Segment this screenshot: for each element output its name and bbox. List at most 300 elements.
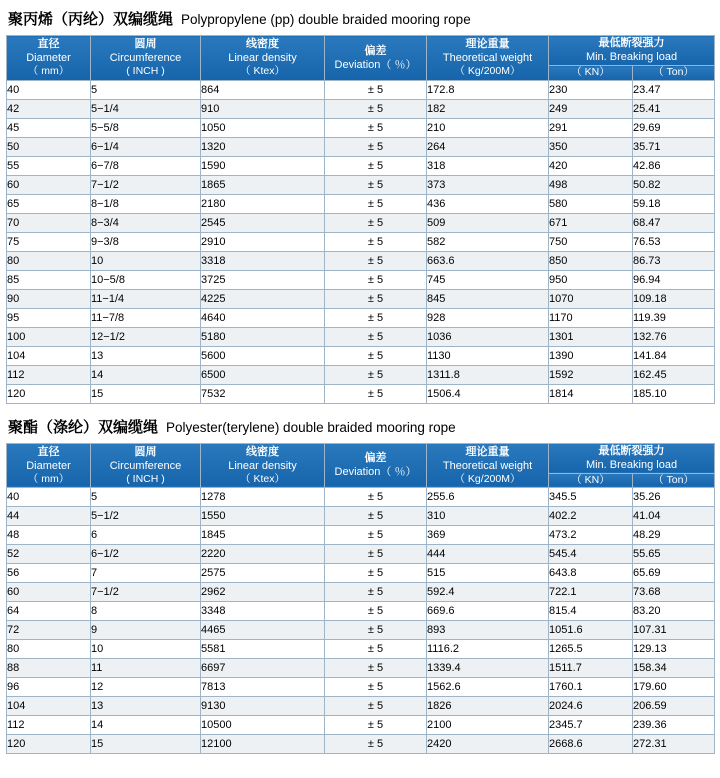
cell-circumference: 9 [91, 621, 201, 640]
header-diameter-unit: （ mm） [27, 472, 70, 485]
cell-diameter: 40 [7, 80, 91, 99]
table-row [7, 488, 715, 507]
spec-table-polyester [6, 443, 715, 755]
cell-diameter: 50 [7, 137, 91, 156]
cell-breaking-ton: 76.53 [633, 232, 715, 251]
table-row [7, 156, 715, 175]
header-weight-en: Theoretical weight [442, 459, 533, 472]
cell-deviation: ± 5 [325, 602, 427, 621]
header-breaking-en: Min. Breaking load [585, 458, 678, 471]
cell-circumference: 10−5/8 [91, 270, 201, 289]
cell-diameter: 45 [7, 118, 91, 137]
cell-theoretical-weight: 210 [427, 118, 549, 137]
cell-breaking-kn: 671 [549, 213, 633, 232]
table-body-polypropylene [7, 80, 715, 403]
section-title [6, 414, 714, 443]
cell-linear-density: 1278 [201, 488, 325, 507]
cell-breaking-kn: 1265.5 [549, 640, 633, 659]
table-header [7, 36, 715, 81]
cell-deviation: ± 5 [325, 251, 427, 270]
table-row [7, 99, 715, 118]
cell-breaking-kn: 1390 [549, 346, 633, 365]
cell-diameter: 52 [7, 545, 91, 564]
header-diameter-unit: （ mm） [27, 65, 70, 78]
cell-breaking-ton: 68.47 [633, 213, 715, 232]
table-row [7, 735, 715, 754]
cell-breaking-ton: 141.84 [633, 346, 715, 365]
cell-theoretical-weight: 318 [427, 156, 549, 175]
table-row [7, 194, 715, 213]
cell-circumference: 11−1/4 [91, 289, 201, 308]
cell-diameter: 60 [7, 583, 91, 602]
cell-breaking-kn: 291 [549, 118, 633, 137]
cell-diameter: 65 [7, 194, 91, 213]
cell-theoretical-weight: 928 [427, 308, 549, 327]
cell-deviation: ± 5 [325, 99, 427, 118]
cell-circumference: 5−5/8 [91, 118, 201, 137]
cell-diameter: 104 [7, 346, 91, 365]
cell-breaking-kn: 850 [549, 251, 633, 270]
cell-deviation: ± 5 [325, 270, 427, 289]
cell-diameter: 112 [7, 365, 91, 384]
cell-breaking-ton: 162.45 [633, 365, 715, 384]
cell-theoretical-weight: 310 [427, 507, 549, 526]
cell-theoretical-weight: 1311.8 [427, 365, 549, 384]
cell-circumference: 15 [91, 384, 201, 403]
cell-theoretical-weight: 172.8 [427, 80, 549, 99]
cell-linear-density: 7813 [201, 678, 325, 697]
table-row [7, 564, 715, 583]
cell-breaking-ton: 41.04 [633, 507, 715, 526]
cell-breaking-kn: 249 [549, 99, 633, 118]
header-deviation [325, 36, 427, 81]
cell-linear-density: 5180 [201, 327, 325, 346]
header-weight-cn: 理论重量 [465, 37, 510, 50]
cell-breaking-kn: 2345.7 [549, 716, 633, 735]
cell-breaking-kn: 643.8 [549, 564, 633, 583]
cell-breaking-ton: 29.69 [633, 118, 715, 137]
cell-diameter: 44 [7, 507, 91, 526]
header-circumference-en: Circumference [109, 459, 182, 472]
cell-linear-density: 3348 [201, 602, 325, 621]
cell-linear-density: 1865 [201, 175, 325, 194]
cell-diameter: 85 [7, 270, 91, 289]
cell-theoretical-weight: 509 [427, 213, 549, 232]
cell-circumference: 5−1/2 [91, 507, 201, 526]
cell-diameter: 55 [7, 156, 91, 175]
cell-circumference: 13 [91, 346, 201, 365]
section-polypropylene [6, 6, 714, 404]
table-row [7, 137, 715, 156]
cell-breaking-ton: 42.86 [633, 156, 715, 175]
table-row [7, 308, 715, 327]
cell-breaking-ton: 185.10 [633, 384, 715, 403]
cell-linear-density: 1550 [201, 507, 325, 526]
header-breaking-ton-unit: （ Ton） [653, 66, 694, 79]
cell-linear-density: 864 [201, 80, 325, 99]
table-row [7, 175, 715, 194]
header-circumference-unit: ( INCH ) [126, 472, 165, 485]
cell-linear-density: 2180 [201, 194, 325, 213]
cell-theoretical-weight: 1506.4 [427, 384, 549, 403]
cell-linear-density: 1050 [201, 118, 325, 137]
cell-breaking-kn: 815.4 [549, 602, 633, 621]
cell-breaking-ton: 239.36 [633, 716, 715, 735]
section-title-cn: 聚酯（涤纶）双编缆绳 [8, 417, 159, 436]
cell-circumference: 10 [91, 640, 201, 659]
cell-breaking-kn: 1051.6 [549, 621, 633, 640]
cell-circumference: 10 [91, 251, 201, 270]
cell-breaking-ton: 55.65 [633, 545, 715, 564]
header-breaking-ton-unit: （ Ton） [653, 473, 694, 486]
cell-circumference: 9−3/8 [91, 232, 201, 251]
cell-theoretical-weight: 582 [427, 232, 549, 251]
cell-breaking-ton: 35.71 [633, 137, 715, 156]
cell-theoretical-weight: 592.4 [427, 583, 549, 602]
cell-theoretical-weight: 436 [427, 194, 549, 213]
table-row [7, 640, 715, 659]
header-breaking-kn-unit: （ KN） [571, 473, 610, 486]
cell-deviation: ± 5 [325, 384, 427, 403]
header-row-top [7, 443, 715, 473]
header-weight-unit: （ Kg/200M） [454, 472, 521, 485]
header-deviation [325, 443, 427, 488]
cell-breaking-kn: 1760.1 [549, 678, 633, 697]
cell-circumference: 5 [91, 488, 201, 507]
cell-theoretical-weight: 369 [427, 526, 549, 545]
cell-diameter: 88 [7, 659, 91, 678]
cell-deviation: ± 5 [325, 118, 427, 137]
header-circumference [91, 443, 201, 488]
cell-circumference: 8−3/4 [91, 213, 201, 232]
cell-breaking-ton: 86.73 [633, 251, 715, 270]
cell-diameter: 75 [7, 232, 91, 251]
cell-breaking-kn: 345.5 [549, 488, 633, 507]
table-row [7, 289, 715, 308]
cell-breaking-ton: 48.29 [633, 526, 715, 545]
table-row [7, 327, 715, 346]
table-row [7, 583, 715, 602]
cell-theoretical-weight: 663.6 [427, 251, 549, 270]
header-density-en: Linear density [228, 52, 297, 65]
cell-circumference: 13 [91, 697, 201, 716]
cell-breaking-kn: 402.2 [549, 507, 633, 526]
cell-breaking-ton: 132.76 [633, 327, 715, 346]
cell-diameter: 42 [7, 99, 91, 118]
cell-circumference: 8 [91, 602, 201, 621]
cell-linear-density: 10500 [201, 716, 325, 735]
cell-linear-density: 6500 [201, 365, 325, 384]
header-deviation-cn: 偏差 [364, 451, 387, 465]
table-row [7, 384, 715, 403]
section-polyester [6, 414, 714, 755]
cell-breaking-kn: 1070 [549, 289, 633, 308]
header-breaking-load-group [549, 443, 715, 473]
cell-deviation: ± 5 [325, 735, 427, 754]
cell-deviation: ± 5 [325, 716, 427, 735]
cell-breaking-kn: 1814 [549, 384, 633, 403]
cell-theoretical-weight: 373 [427, 175, 549, 194]
header-breaking-kn [549, 66, 633, 80]
cell-linear-density: 2910 [201, 232, 325, 251]
cell-diameter: 64 [7, 602, 91, 621]
cell-circumference: 14 [91, 365, 201, 384]
cell-deviation: ± 5 [325, 232, 427, 251]
header-diameter-en: Diameter [26, 52, 71, 65]
section-title-en: Polyester(terylene) double braided mooring rope [166, 419, 456, 435]
cell-breaking-ton: 65.69 [633, 564, 715, 583]
cell-circumference: 11−7/8 [91, 308, 201, 327]
cell-linear-density: 9130 [201, 697, 325, 716]
header-diameter-en: Diameter [26, 459, 71, 472]
table-row [7, 659, 715, 678]
cell-breaking-kn: 230 [549, 80, 633, 99]
cell-breaking-ton: 83.20 [633, 602, 715, 621]
cell-deviation: ± 5 [325, 80, 427, 99]
table-row [7, 251, 715, 270]
cell-breaking-ton: 25.41 [633, 99, 715, 118]
header-breaking-ton [633, 473, 715, 487]
cell-diameter: 56 [7, 564, 91, 583]
table-header [7, 443, 715, 488]
cell-theoretical-weight: 669.6 [427, 602, 549, 621]
cell-circumference: 14 [91, 716, 201, 735]
cell-theoretical-weight: 515 [427, 564, 549, 583]
cell-deviation: ± 5 [325, 545, 427, 564]
header-linear-density [201, 443, 325, 488]
header-breaking-cn: 最低断裂强力 [598, 443, 665, 457]
section-title-en: Polypropylene (pp) double braided mooring rope [181, 12, 471, 27]
header-circumference-en: Circumference [109, 52, 182, 65]
table-row [7, 621, 715, 640]
cell-breaking-ton: 107.31 [633, 621, 715, 640]
cell-linear-density: 7532 [201, 384, 325, 403]
cell-breaking-kn: 1170 [549, 308, 633, 327]
cell-theoretical-weight: 845 [427, 289, 549, 308]
header-linear-density [201, 36, 325, 81]
cell-diameter: 60 [7, 175, 91, 194]
cell-theoretical-weight: 1562.6 [427, 678, 549, 697]
cell-deviation: ± 5 [325, 697, 427, 716]
cell-theoretical-weight: 1339.4 [427, 659, 549, 678]
cell-deviation: ± 5 [325, 526, 427, 545]
cell-circumference: 5−1/4 [91, 99, 201, 118]
cell-deviation: ± 5 [325, 488, 427, 507]
cell-linear-density: 5581 [201, 640, 325, 659]
cell-theoretical-weight: 1826 [427, 697, 549, 716]
cell-circumference: 8−1/8 [91, 194, 201, 213]
header-row-top [7, 36, 715, 66]
cell-deviation: ± 5 [325, 640, 427, 659]
header-theoretical-weight [427, 36, 549, 81]
cell-theoretical-weight: 182 [427, 99, 549, 118]
table-row [7, 118, 715, 137]
cell-diameter: 80 [7, 251, 91, 270]
cell-linear-density: 4640 [201, 308, 325, 327]
cell-circumference: 11 [91, 659, 201, 678]
cell-theoretical-weight: 264 [427, 137, 549, 156]
cell-theoretical-weight: 745 [427, 270, 549, 289]
header-weight-cn: 理论重量 [465, 444, 510, 458]
cell-deviation: ± 5 [325, 507, 427, 526]
header-breaking-kn-unit: （ KN） [571, 66, 610, 79]
cell-linear-density: 910 [201, 99, 325, 118]
cell-circumference: 6 [91, 526, 201, 545]
header-breaking-en: Min. Breaking load [585, 51, 678, 64]
header-density-cn: 线密度 [246, 444, 279, 458]
table-row [7, 602, 715, 621]
cell-breaking-kn: 2668.6 [549, 735, 633, 754]
cell-deviation: ± 5 [325, 137, 427, 156]
cell-circumference: 12−1/2 [91, 327, 201, 346]
cell-circumference: 7−1/2 [91, 175, 201, 194]
cell-circumference: 12 [91, 678, 201, 697]
header-circumference-cn: 圆周 [134, 37, 157, 50]
table-row [7, 232, 715, 251]
cell-breaking-ton: 272.31 [633, 735, 715, 754]
header-breaking-kn [549, 473, 633, 487]
header-breaking-ton [633, 66, 715, 80]
table-row [7, 507, 715, 526]
header-diameter [7, 36, 91, 81]
header-circumference [91, 36, 201, 81]
cell-breaking-ton: 96.94 [633, 270, 715, 289]
cell-breaking-ton: 206.59 [633, 697, 715, 716]
header-diameter-cn: 直径 [37, 444, 60, 458]
cell-breaking-kn: 2024.6 [549, 697, 633, 716]
cell-linear-density: 3318 [201, 251, 325, 270]
cell-diameter: 104 [7, 697, 91, 716]
cell-deviation: ± 5 [325, 365, 427, 384]
cell-circumference: 6−7/8 [91, 156, 201, 175]
header-breaking-load-group [549, 36, 715, 66]
cell-theoretical-weight: 1116.2 [427, 640, 549, 659]
cell-breaking-ton: 23.47 [633, 80, 715, 99]
cell-deviation: ± 5 [325, 678, 427, 697]
header-deviation-en: Deviation（ ％） [334, 466, 417, 479]
cell-diameter: 80 [7, 640, 91, 659]
cell-breaking-ton: 129.13 [633, 640, 715, 659]
header-density-en: Linear density [228, 459, 297, 472]
cell-circumference: 7 [91, 564, 201, 583]
cell-breaking-kn: 1592 [549, 365, 633, 384]
cell-linear-density: 6697 [201, 659, 325, 678]
cell-theoretical-weight: 255.6 [427, 488, 549, 507]
cell-linear-density: 4465 [201, 621, 325, 640]
cell-breaking-ton: 109.18 [633, 289, 715, 308]
cell-linear-density: 12100 [201, 735, 325, 754]
header-diameter [7, 443, 91, 488]
cell-theoretical-weight: 1036 [427, 327, 549, 346]
cell-circumference: 7−1/2 [91, 583, 201, 602]
section-title [6, 6, 714, 35]
cell-linear-density: 5600 [201, 346, 325, 365]
header-diameter-cn: 直径 [37, 37, 60, 50]
cell-circumference: 15 [91, 735, 201, 754]
table-row [7, 526, 715, 545]
header-weight-en: Theoretical weight [442, 52, 533, 65]
cell-diameter: 40 [7, 488, 91, 507]
cell-breaking-ton: 59.18 [633, 194, 715, 213]
cell-linear-density: 4225 [201, 289, 325, 308]
cell-diameter: 48 [7, 526, 91, 545]
cell-circumference: 5 [91, 80, 201, 99]
cell-linear-density: 2220 [201, 545, 325, 564]
cell-breaking-kn: 545.4 [549, 545, 633, 564]
cell-breaking-ton: 158.34 [633, 659, 715, 678]
cell-breaking-kn: 350 [549, 137, 633, 156]
cell-diameter: 95 [7, 308, 91, 327]
cell-linear-density: 1590 [201, 156, 325, 175]
header-deviation-cn: 偏差 [364, 43, 387, 57]
cell-linear-density: 1320 [201, 137, 325, 156]
cell-breaking-kn: 750 [549, 232, 633, 251]
header-circumference-unit: ( INCH ) [126, 65, 165, 78]
header-deviation-en: Deviation（ ％） [334, 58, 417, 71]
header-density-unit: （ Ktex） [240, 472, 285, 485]
cell-deviation: ± 5 [325, 583, 427, 602]
cell-deviation: ± 5 [325, 564, 427, 583]
cell-linear-density: 1845 [201, 526, 325, 545]
table-row [7, 346, 715, 365]
table-row [7, 678, 715, 697]
cell-linear-density: 2575 [201, 564, 325, 583]
cell-diameter: 100 [7, 327, 91, 346]
cell-deviation: ± 5 [325, 308, 427, 327]
cell-theoretical-weight: 2420 [427, 735, 549, 754]
header-theoretical-weight [427, 443, 549, 488]
cell-theoretical-weight: 2100 [427, 716, 549, 735]
cell-deviation: ± 5 [325, 346, 427, 365]
table-row [7, 213, 715, 232]
spec-table-polypropylene [6, 35, 715, 404]
table-row [7, 716, 715, 735]
cell-theoretical-weight: 893 [427, 621, 549, 640]
cell-deviation: ± 5 [325, 194, 427, 213]
cell-circumference: 6−1/2 [91, 545, 201, 564]
cell-diameter: 72 [7, 621, 91, 640]
cell-diameter: 120 [7, 735, 91, 754]
header-breaking-cn: 最低断裂强力 [598, 36, 665, 49]
cell-theoretical-weight: 1130 [427, 346, 549, 365]
cell-breaking-kn: 1301 [549, 327, 633, 346]
header-density-cn: 线密度 [246, 37, 279, 50]
cell-breaking-kn: 1511.7 [549, 659, 633, 678]
cell-breaking-ton: 35.26 [633, 488, 715, 507]
table-row [7, 545, 715, 564]
cell-breaking-ton: 50.82 [633, 175, 715, 194]
cell-deviation: ± 5 [325, 156, 427, 175]
header-weight-unit: （ Kg/200M） [454, 65, 521, 78]
cell-deviation: ± 5 [325, 289, 427, 308]
cell-breaking-kn: 950 [549, 270, 633, 289]
header-density-unit: （ Ktex） [240, 65, 285, 78]
cell-deviation: ± 5 [325, 327, 427, 346]
table-row [7, 697, 715, 716]
cell-deviation: ± 5 [325, 659, 427, 678]
cell-breaking-kn: 498 [549, 175, 633, 194]
cell-breaking-kn: 420 [549, 156, 633, 175]
table-row [7, 270, 715, 289]
cell-deviation: ± 5 [325, 175, 427, 194]
cell-diameter: 112 [7, 716, 91, 735]
cell-diameter: 96 [7, 678, 91, 697]
cell-breaking-kn: 580 [549, 194, 633, 213]
cell-linear-density: 2545 [201, 213, 325, 232]
cell-diameter: 120 [7, 384, 91, 403]
cell-diameter: 90 [7, 289, 91, 308]
table-row [7, 365, 715, 384]
